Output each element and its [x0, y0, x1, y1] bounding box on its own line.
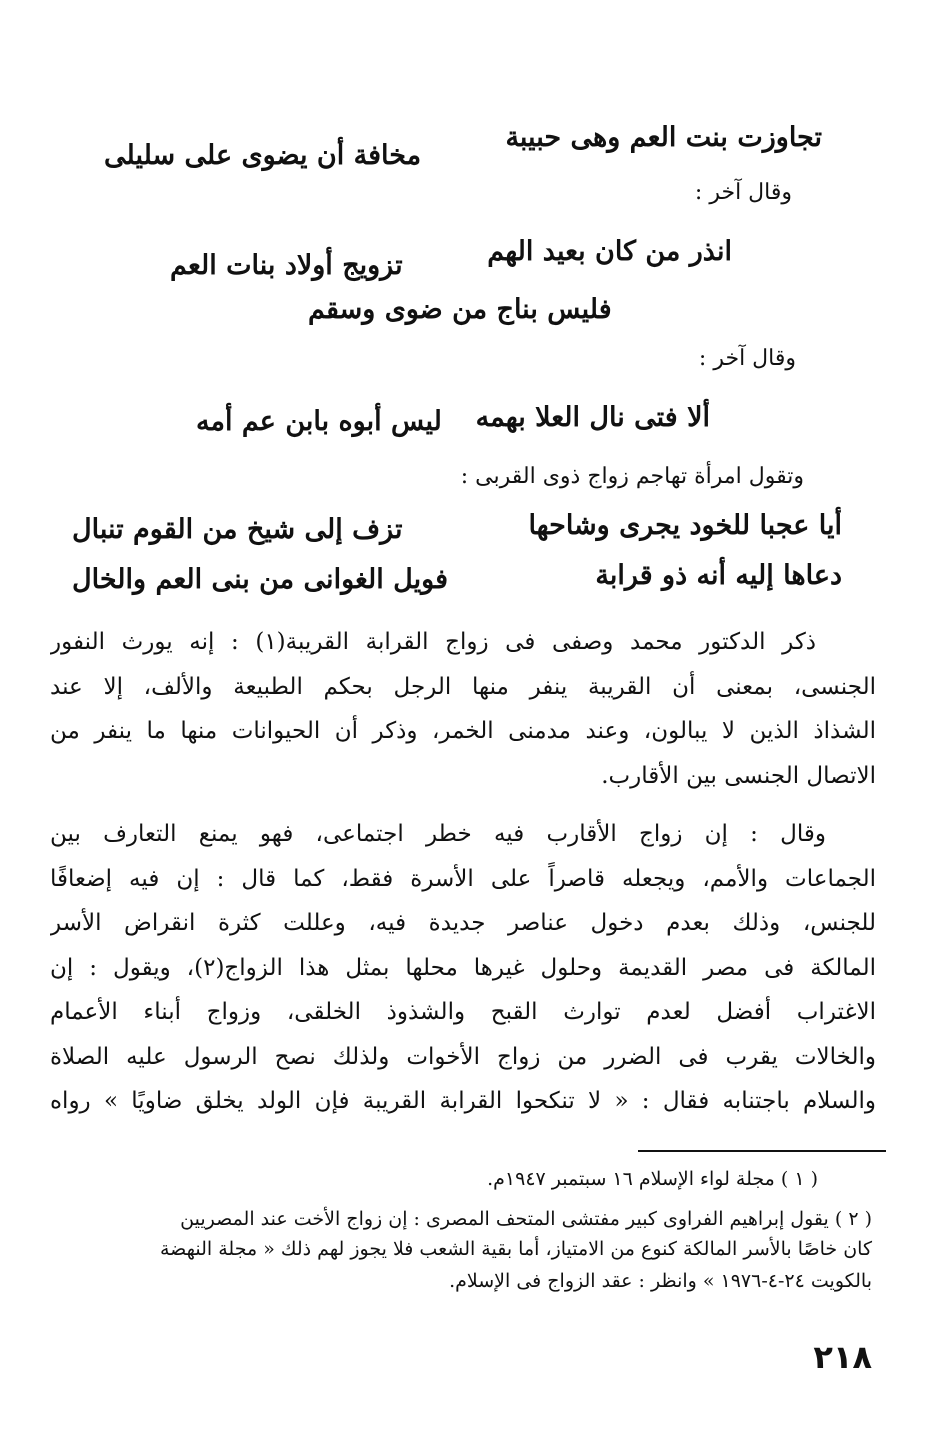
- poem4-line1-right: أيا عجبا للخود يجرى وشاحها: [528, 510, 842, 541]
- paragraph-2-line: للجنس، وذلك بعدم دخول عناصر جديدة فيه، وعللت كثرة انقراض الأسر: [50, 910, 876, 936]
- footnote-2-line-1: ( ٢ ) يقول إبراهيم الفراوى كبير مفتشى المتحف المصرى : إن زواج الأخت عند المصريين: [180, 1208, 872, 1230]
- page-number: ٢١٨: [813, 1338, 872, 1376]
- paragraph-1-line: الاتصال الجنسى بين الأقارب.: [601, 762, 876, 789]
- poem2-line2: فليس بناج من ضوى وسقم: [308, 294, 612, 325]
- paragraph-2-line: الاغتراب أفضل لعدم توارث القبح والشذوذ الخلقى، وزواج أبناء الأعمام: [50, 999, 876, 1025]
- footnote-separator: [638, 1150, 886, 1152]
- poem3-hemistich-right: ألا فتى نال العلا بهمه: [475, 402, 710, 433]
- poem4-line2-right: دعاها إليه أنه ذو قرابة: [595, 560, 842, 591]
- paragraph-2: [50, 812, 876, 1124]
- paragraph-2-line: والخالات يقرب فى الضرر من زواج الأخوات ولذلك نصح الرسول عليه الصلاة: [50, 1043, 876, 1070]
- poem3-hemistich-left: ليس أبوه بابن عم أمه: [196, 406, 442, 437]
- poem2-hemistich-right: انذر من كان بعيد الهم: [487, 236, 732, 267]
- paragraph-1-line: الشذاذ الذين لا يبالون، وعند مدمنى الخمر، وذكر أن الحيوانات منها ما ينفر من: [50, 718, 876, 744]
- poem4-intro: وتقول امرأة تهاجم زواج ذوى القربى :: [460, 464, 804, 489]
- poem2-hemistich-left: تزويج أولاد بنات العم: [170, 250, 403, 281]
- poem1-hemistich-right: تجاوزت بنت العم وهى حبيبة: [505, 122, 822, 153]
- paragraph-1-line: الجنسى، بمعنى أن القريبة ينفر منها الرجل بحكم الطبيعة والألف، إلا عند: [50, 673, 876, 700]
- paragraph-2-line: الجماعات والأمم، ويجعله قاصراً على الأسرة فقط، كما قال : إن فيه إضعافًا: [50, 865, 876, 892]
- poem4-line1-left: تزف إلى شيخ من القوم تنبال: [72, 514, 403, 545]
- footnote-2-line-2: كان خاصًا بالأسر المالكة كنوع من الامتياز، أما بقية الشعب فلا يجوز لهم ذلك « مجلة النهضة: [159, 1238, 872, 1260]
- paragraph-2-line: والسلام باجتنابه فقال : « لا تنكحوا القرابة القريبة فإن الولد يخلق ضاويًا » رواه: [50, 1088, 876, 1114]
- paragraph-2-line: وقال : إن زواج الأقارب فيه خطر اجتماعى، فهو يمنع التعارف بين: [50, 821, 826, 847]
- footnote-1: ( ١ ) مجلة لواء الإسلام ١٦ سبتمبر ١٩٤٧م.: [487, 1168, 818, 1190]
- footnote-2-line-3: بالكويت ٢٤-٤-١٩٧٦ » وانظر : عقد الزواج فى الإسلام.: [449, 1270, 872, 1292]
- poem2-intro: وقال آخر :: [694, 180, 792, 205]
- poem4-line2-left: فويل الغوانى من بنى العم والخال: [72, 564, 448, 595]
- paragraph-2-line: المالكة فى مصر القديمة وحلول غيرها محلها بمثل هذا الزواج(٢)، ويقول : إن: [50, 954, 876, 981]
- poem3-intro: وقال آخر :: [698, 346, 796, 371]
- poem1-hemistich-left: مخافة أن يضوى على سليلى: [104, 140, 422, 171]
- paragraph-1: [50, 620, 876, 798]
- paragraph-1-line: ذكر الدكتور محمد وصفى فى زواج القرابة القريبة(١) : إنه يورث النفور: [50, 629, 817, 655]
